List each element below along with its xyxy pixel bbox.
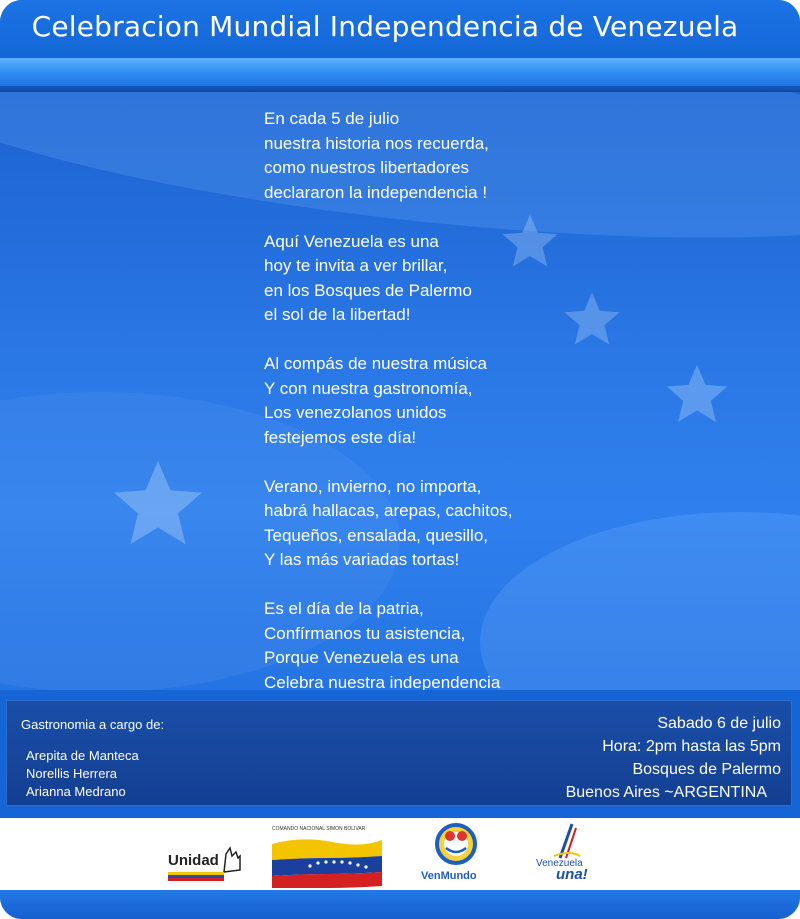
- poem-stanza: [264, 107, 644, 205]
- star-icon: [110, 457, 206, 553]
- sponsor-logos: [0, 818, 800, 890]
- gastronomy-list: [26, 747, 139, 801]
- poem-line: Y las más variadas tortas!: [264, 550, 460, 569]
- event-details: [566, 712, 781, 804]
- poem-section: [0, 92, 800, 690]
- event-time: Hora: 2pm hasta las 5pm: [602, 738, 781, 755]
- poem-stanza: [264, 230, 644, 328]
- venmundo-logo: [418, 822, 498, 886]
- poem-stanza: [264, 475, 644, 573]
- unidad-logo-text: Unidad: [168, 852, 219, 869]
- list-item: Arepita de Manteca: [26, 748, 139, 763]
- star-icon: [664, 362, 730, 428]
- logo-text-venezuela: Venezuela: [536, 858, 583, 869]
- flag-stripe-red: [168, 878, 224, 881]
- poem-line: Celebra nuestra independencia: [264, 672, 501, 690]
- poem-line: declararon la independencia !: [264, 182, 488, 202]
- comando-logo-text: COMANDO NACIONAL SIMON BOLIVAR: [272, 826, 366, 832]
- unidad-logo: [168, 844, 240, 884]
- poem-line: festejemos este día!: [264, 427, 417, 447]
- header: [0, 0, 800, 60]
- poem-line: Verano, invierno, no importa,: [264, 476, 482, 496]
- venmundo-globe-icon: [434, 822, 478, 866]
- venmundo-logo-text: VenMundo: [421, 870, 477, 882]
- poem-line: el sol de la libertad!: [264, 305, 411, 324]
- event-date: Sabado 6 de julio: [657, 715, 781, 732]
- poem-line: Tequeños, ensalada, quesillo,: [264, 525, 488, 545]
- poem-stanza: [264, 597, 644, 690]
- unidad-hand-icon: [222, 844, 242, 874]
- comando-logo: [272, 826, 382, 886]
- poem-line: Al compás de nuestra música: [264, 354, 487, 373]
- poem-stanza: [264, 352, 644, 450]
- info-panel: [6, 700, 792, 806]
- event-city: Buenos Aires ~ARGENTINA: [565, 784, 767, 801]
- list-item: Arianna Medrano: [26, 784, 126, 799]
- poem-line: Aquí Venezuela es una: [264, 231, 439, 251]
- page-title: Celebracion Mundial Independencia de Venezuela: [31, 10, 739, 43]
- poem-line: Los venezolanos unidos: [264, 403, 447, 422]
- poem-line: habrá hallacas, arepas, cachitos,: [264, 501, 513, 520]
- poem-line: como nuestros libertadores: [264, 158, 470, 177]
- poem-line: Es el día de la patria,: [264, 599, 424, 618]
- venezuela-flag-icon: [272, 836, 382, 888]
- poem-line: En cada 5 de julio: [264, 109, 400, 128]
- gastronomy-title: Gastronomia a cargo de:: [21, 717, 165, 732]
- list-item: Norellis Herrera: [26, 766, 118, 781]
- poem-line: en los Bosques de Palermo: [264, 280, 472, 300]
- poem-line: Porque Venezuela es una: [264, 648, 459, 667]
- torch-icon: [550, 820, 584, 860]
- venezuela-es-una-logo: [532, 820, 602, 886]
- bottom-bar: [0, 890, 800, 919]
- poem-line: nuestra historia nos recuerda,: [264, 133, 489, 153]
- poem-line: hoy te invita a ver brillar,: [264, 256, 448, 275]
- logo-text-una: una!: [556, 866, 588, 883]
- poem-line: Confírmanos tu asistencia,: [264, 623, 466, 643]
- event-place: Bosques de Palermo: [632, 761, 781, 778]
- poem-line: Y con nuestra gastronomía,: [264, 378, 473, 398]
- poem-text: [264, 107, 644, 690]
